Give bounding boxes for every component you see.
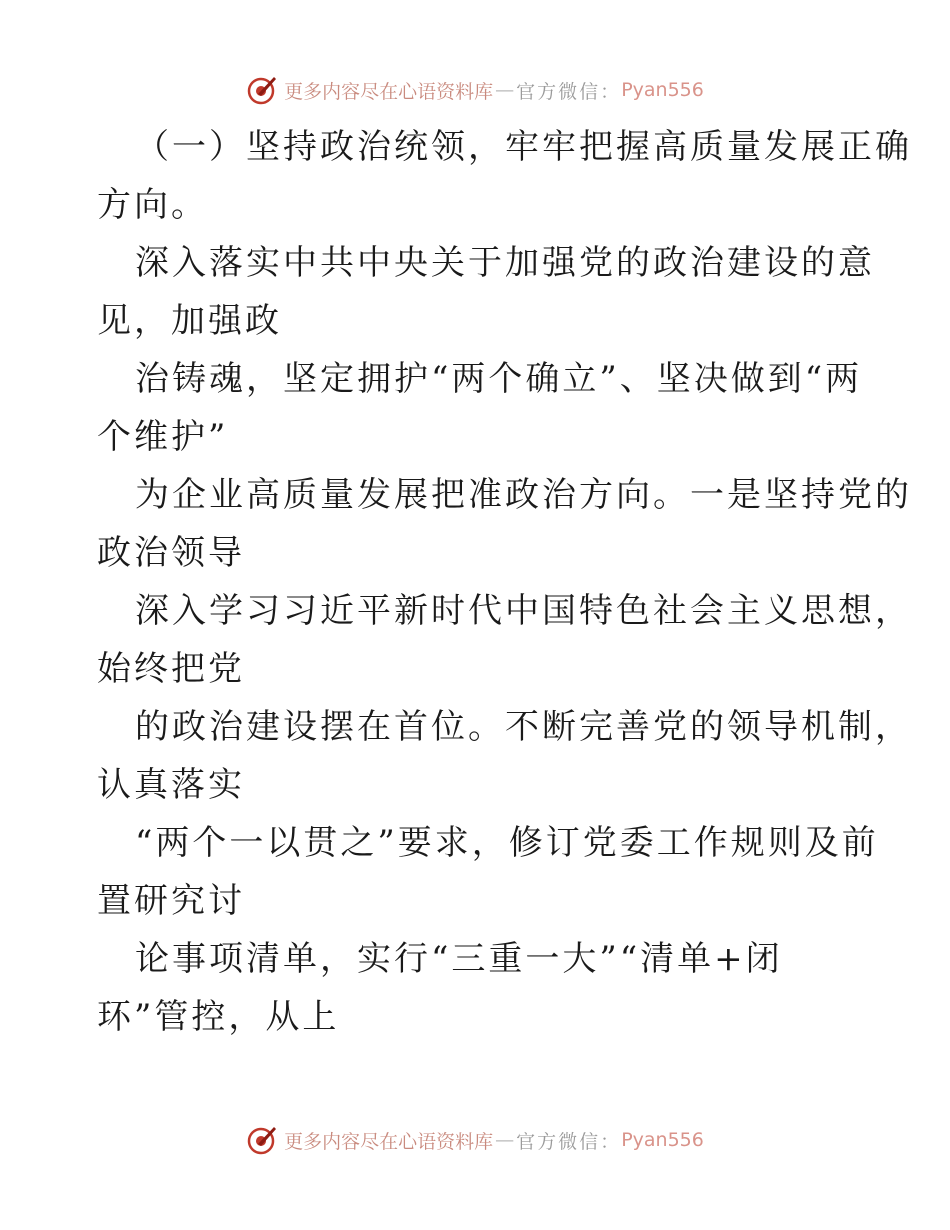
paragraph-line: 个维护” (97, 417, 229, 457)
watermark-brand: 更多内容尽在心语资料库 (284, 1130, 494, 1153)
paragraph-line: 深入学习习近平新时代中国特色社会主义思想， (135, 591, 912, 631)
paragraph-line: 为企业高质量发展把准政治方向。一是坚持党的 (135, 475, 912, 515)
quill-logo-icon (246, 1124, 278, 1156)
footer-watermark (0, 1120, 950, 1160)
document-body (97, 118, 912, 1046)
paragraph-line: 论事项清单，实行“三重一大”“清单+闭 (135, 939, 783, 979)
header-watermark (0, 70, 950, 110)
paragraph-line: 环”管控，从上 (97, 997, 340, 1037)
paragraph-line: 置研究讨 (97, 881, 245, 921)
watermark-dash: — (495, 79, 515, 101)
paragraph-line: 深入落实中共中央关于加强党的政治建设的意 (135, 243, 875, 283)
watermark-wechat-id: Pyan556 (621, 79, 704, 101)
paragraph-line: 始终把党 (97, 649, 245, 689)
paragraph-line: 政治领导 (97, 533, 245, 573)
watermark-brand: 更多内容尽在心语资料库 (284, 80, 494, 103)
watermark-official-label: 官方微信： (516, 80, 622, 103)
quill-logo-icon (246, 74, 278, 106)
paragraph-line: （一）坚持政治统领，牢牢把握高质量发展正确 (135, 127, 912, 167)
paragraph-line: 见，加强政 (97, 301, 282, 341)
watermark-official-label: 官方微信： (516, 1130, 622, 1153)
paragraph-line: 的政治建设摆在首位。不断完善党的领导机制， (135, 707, 912, 747)
paragraph-line: “两个一以贯之”要求，修订党委工作规则及前 (135, 823, 879, 863)
paragraph-line: 治铸魂，坚定拥护“两个确立”、坚决做到“两 (135, 359, 863, 399)
paragraph-line: 方向。 (97, 185, 208, 225)
watermark-dash: — (495, 1129, 515, 1151)
paragraph-line: 认真落实 (97, 765, 245, 805)
watermark-wechat-id: Pyan556 (621, 1129, 704, 1151)
